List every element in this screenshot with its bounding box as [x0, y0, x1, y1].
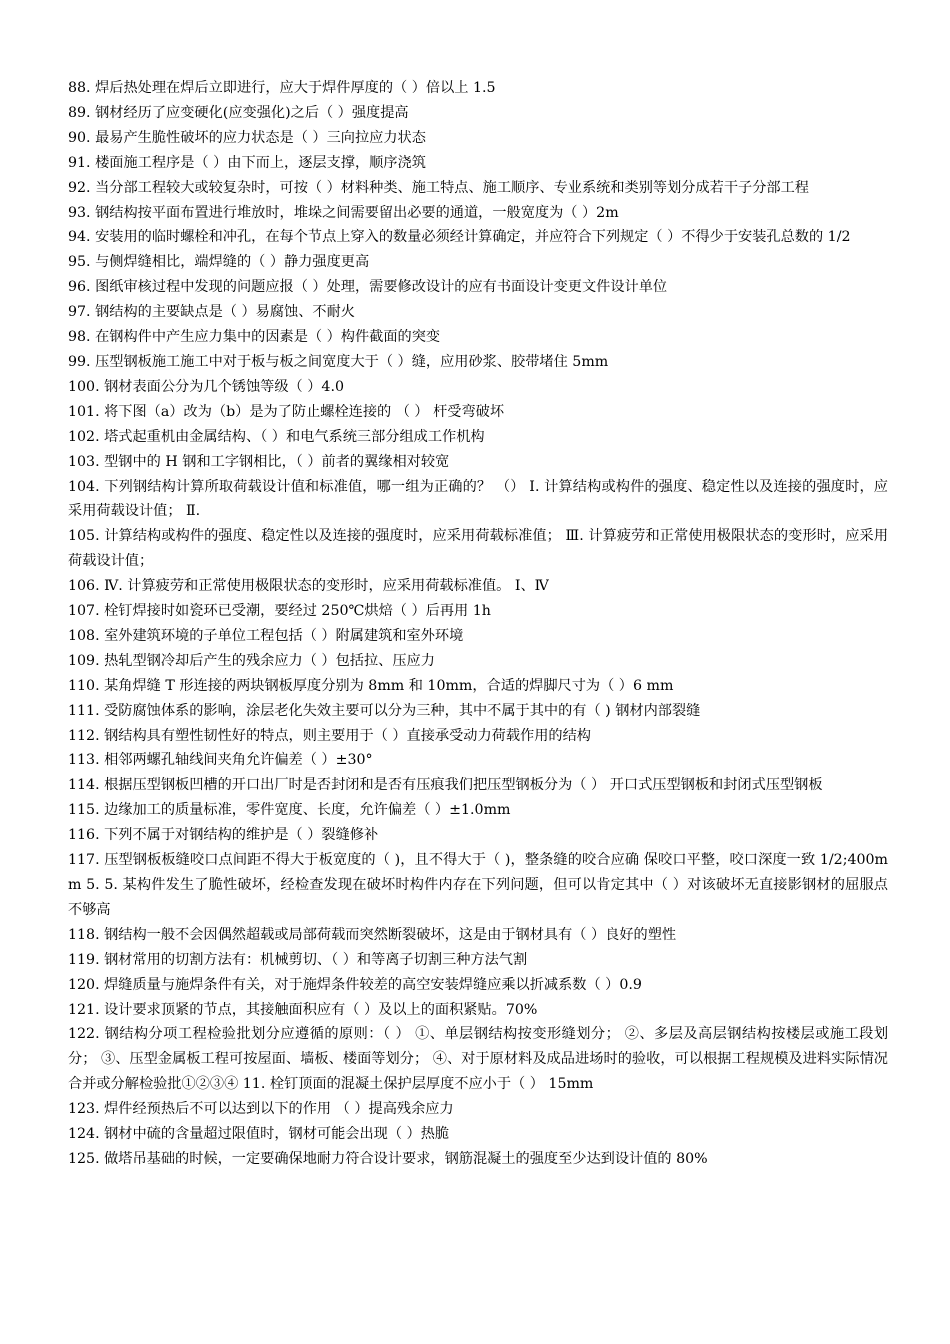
- question-text: 钢结构一般不会因偶然超载或局部荷载而突然断裂破坏，这是由于钢材具有（ ）良好的塑性: [104, 926, 677, 943]
- question-text: 计算结构或构件的强度、稳定性以及连接的强度时，应采用荷载标准值； Ⅲ. 计算疲劳和正常使用极限状态的变形时，应采用荷载设计值；: [68, 528, 889, 570]
- question-number: 93.: [68, 204, 91, 221]
- question-number: 116.: [68, 827, 100, 844]
- question-text: 型钢中的 H 钢和工字钢相比，（ ）前者的翼缘相对较宽: [104, 453, 450, 470]
- question-item: [68, 201, 888, 226]
- question-text: 边缘加工的质量标准，零件宽度、长度，允许偏差（ ）±1.0mm: [104, 802, 511, 819]
- question-text: 安装用的临时螺栓和冲孔，在每个节点上穿入的数量必须经计算确定，并应符合下列规定（ ）不得少于安装孔总数的 1/2: [95, 229, 851, 246]
- question-text: 相邻两螺孔轴线间夹角允许偏差（ ）±30°: [104, 752, 373, 769]
- question-text: 下列钢结构计算所取荷载设计值和标准值，哪一组为正确的？ （） Ⅰ. 计算结构或构件的强度、稳定性以及连接的强度时，应采用荷载设计值； Ⅱ.: [68, 478, 888, 520]
- question-item: [68, 1122, 888, 1147]
- question-number: 107.: [68, 603, 100, 620]
- question-number: 111.: [68, 702, 100, 719]
- question-number: 118.: [68, 926, 100, 943]
- question-text: 将下图（a）改为（b）是为了防止螺栓连接的 （ ） 杆受弯破坏: [104, 403, 505, 420]
- question-item: [68, 375, 888, 400]
- question-number: 110.: [68, 677, 100, 694]
- question-item: [68, 275, 888, 300]
- question-text: 压型钢板板缝咬口点间距不得大于板宽度的（ )，且不得大于（ )，整条缝的咬合应确 保咬口平整，咬口深度一致 1/2;400mm 5. 5. 某构件发生了脆性破坏，经检查发现在破坏时构件内存在下列问题，但可以肯定其中（ ）对该破坏无直接影钢材的屈服点不够高: [68, 852, 889, 918]
- document-page: [68, 76, 888, 1172]
- question-text: 下列不属于对钢结构的维护是（ ）裂缝修补: [104, 827, 379, 844]
- question-number: 98.: [68, 329, 91, 346]
- question-number: 90.: [68, 129, 91, 146]
- question-item: [68, 574, 888, 599]
- question-item: [68, 126, 888, 151]
- question-number: 95.: [68, 254, 91, 271]
- question-number: 104.: [68, 478, 100, 495]
- question-item: [68, 325, 888, 350]
- question-item: [68, 1147, 888, 1172]
- question-number: 89.: [68, 104, 91, 121]
- question-text: 压型钢板施工施工中对于板与板之间宽度大于（ ）缝，应用砂浆、胶带堵住 5mm: [95, 353, 609, 370]
- question-number: 113.: [68, 752, 100, 769]
- question-text: 热轧型钢冷却后产生的残余应力（ ）包括拉、压应力: [104, 652, 435, 669]
- question-number: 109.: [68, 652, 100, 669]
- question-text: 塔式起重机由金属结构、（ ）和电气系统三部分组成工作机构: [104, 428, 485, 445]
- question-number: 88.: [68, 80, 91, 96]
- question-number: 92.: [68, 179, 91, 196]
- question-text: 当分部工程较大或较复杂时，可按（ ）材料种类、施工特点、施工顺序、专业系统和类别等划分成若干子分部工程: [95, 179, 809, 196]
- question-text: 钢材表面公分为几个锈蚀等级（ ）4.0: [104, 378, 344, 395]
- question-number: 117.: [68, 852, 100, 869]
- question-item: [68, 649, 888, 674]
- question-text: Ⅳ. 计算疲劳和正常使用极限状态的变形时，应采用荷载标准值。 Ⅰ、Ⅳ: [104, 578, 549, 595]
- question-item: [68, 748, 888, 773]
- question-text: 焊件经预热后不可以达到以下的作用 （ ）提高残余应力: [104, 1101, 454, 1118]
- question-number: 112.: [68, 727, 100, 744]
- question-text: 钢材经历了应变硬化(应变强化)之后（ ）强度提高: [95, 104, 409, 121]
- question-text: 室外建筑环境的子单位工程包括（ ）附属建筑和室外环境: [104, 627, 464, 644]
- question-item: [68, 1022, 888, 1097]
- question-item: [68, 699, 888, 724]
- question-item: [68, 724, 888, 749]
- question-number: 103.: [68, 453, 100, 470]
- question-text: 做塔吊基础的时候，一定要确保地耐力符合设计要求，钢筋混凝土的强度至少达到设计值的 80%: [104, 1150, 708, 1167]
- question-item: [68, 76, 888, 101]
- question-text: 楼面施工程序是（ ）由下而上，逐层支撑，顺序浇筑: [95, 154, 426, 171]
- question-item: [68, 524, 888, 574]
- question-number: 97.: [68, 304, 91, 321]
- question-item: [68, 624, 888, 649]
- question-number: 99.: [68, 353, 91, 370]
- question-text: 焊后热处理在焊后立即进行，应大于焊件厚度的（ ）倍以上 1.5: [95, 80, 496, 96]
- question-item: [68, 350, 888, 375]
- question-text: 与侧焊缝相比，端焊缝的（ ）静力强度更高: [95, 254, 370, 271]
- question-item: [68, 599, 888, 624]
- question-text: 钢材常用的切割方法有：机械剪切、（ ）和等离子切割三种方法气割: [104, 951, 528, 968]
- question-text: 钢材中硫的含量超过限值时，钢材可能会出现（ ）热脆: [104, 1126, 450, 1143]
- question-text: 钢结构具有塑性韧性好的特点，则主要用于（ ）直接承受动力荷载作用的结构: [104, 727, 591, 744]
- question-number: 102.: [68, 428, 100, 445]
- question-number: 105.: [68, 528, 100, 545]
- question-number: 124.: [68, 1126, 100, 1143]
- question-item: [68, 798, 888, 823]
- question-number: 106.: [68, 578, 100, 595]
- question-item: [68, 225, 888, 250]
- question-item: [68, 1097, 888, 1122]
- question-item: [68, 848, 888, 923]
- question-text: 图纸审核过程中发现的问题应报（ ）处理，需要修改设计的应有书面设计变更文件设计单位: [95, 279, 668, 296]
- question-number: 121.: [68, 1001, 100, 1018]
- question-item: [68, 250, 888, 275]
- question-text: 根据压型钢板凹槽的开口出厂时是否封闭和是否有压痕我们把压型钢板分为（ ） 开口式压型钢板和封闭式压型钢板: [104, 777, 823, 794]
- question-text: 焊缝质量与施焊条件有关，对于施焊条件较差的高空安装焊缝应乘以折减系数（ ）0.9: [104, 976, 642, 993]
- question-item: [68, 948, 888, 973]
- question-text: 某角焊缝 T 形连接的两块钢板厚度分别为 8mm 和 10mm，合适的焊脚尺寸为（ ）6 mm: [104, 677, 674, 694]
- question-item: [68, 151, 888, 176]
- question-number: 123.: [68, 1101, 100, 1118]
- question-item: [68, 400, 888, 425]
- question-text: 栓钉焊接时如瓷环已受潮，要经过 250℃烘焙（ ）后再用 1h: [104, 603, 491, 620]
- question-number: 119.: [68, 951, 100, 968]
- question-number: 100.: [68, 378, 100, 395]
- question-number: 96.: [68, 279, 91, 296]
- question-number: 108.: [68, 627, 100, 644]
- question-item: [68, 823, 888, 848]
- question-text: 在钢构件中产生应力集中的因素是（ ）构件截面的突变: [95, 329, 441, 346]
- question-item: [68, 425, 888, 450]
- question-item: [68, 300, 888, 325]
- question-text: 设计要求顶紧的节点，其接触面积应有（ ）及以上的面积紧贴。70%: [104, 1001, 538, 1018]
- question-item: [68, 450, 888, 475]
- question-number: 91.: [68, 154, 91, 171]
- question-item: [68, 973, 888, 998]
- question-number: 122.: [68, 1026, 100, 1043]
- question-item: [68, 998, 888, 1023]
- question-item: [68, 674, 888, 699]
- question-number: 101.: [68, 403, 100, 420]
- question-number: 120.: [68, 976, 100, 993]
- question-item: [68, 475, 888, 525]
- question-text: 钢结构分项工程检验批划分应遵循的原则：（ ） ①、单层钢结构按变形缝划分； ②、多层及高层钢结构按楼层或施工段划分； ③、压型金属板工程可按屋面、墙板、楼面等划分； ④、对于原材料及成品进场时的验收，可以根据工程规模及进料实际情况合并或分解检验批①②③④ 11. 栓钉顶面的混凝土保护层厚度不应小于（ ） 15mm: [68, 1026, 889, 1093]
- question-item: [68, 101, 888, 126]
- question-text: 最易产生脆性破坏的应力状态是（ ）三向拉应力状态: [95, 129, 426, 146]
- question-item: [68, 923, 888, 948]
- question-text: 受防腐蚀体系的影响，涂层老化失效主要可以分为三种，其中不属于其中的有（ ) 钢材内部裂缝: [104, 702, 701, 719]
- question-number: 114.: [68, 777, 100, 794]
- question-text: 钢结构的主要缺点是（ ）易腐蚀、不耐火: [95, 304, 355, 321]
- question-item: [68, 773, 888, 798]
- question-item: [68, 176, 888, 201]
- question-number: 94.: [68, 229, 91, 246]
- question-number: 125.: [68, 1150, 100, 1167]
- question-number: 115.: [68, 802, 100, 819]
- question-text: 钢结构按平面布置进行堆放时，堆垛之间需要留出必要的通道，一般宽度为（ ）2m: [95, 204, 619, 221]
